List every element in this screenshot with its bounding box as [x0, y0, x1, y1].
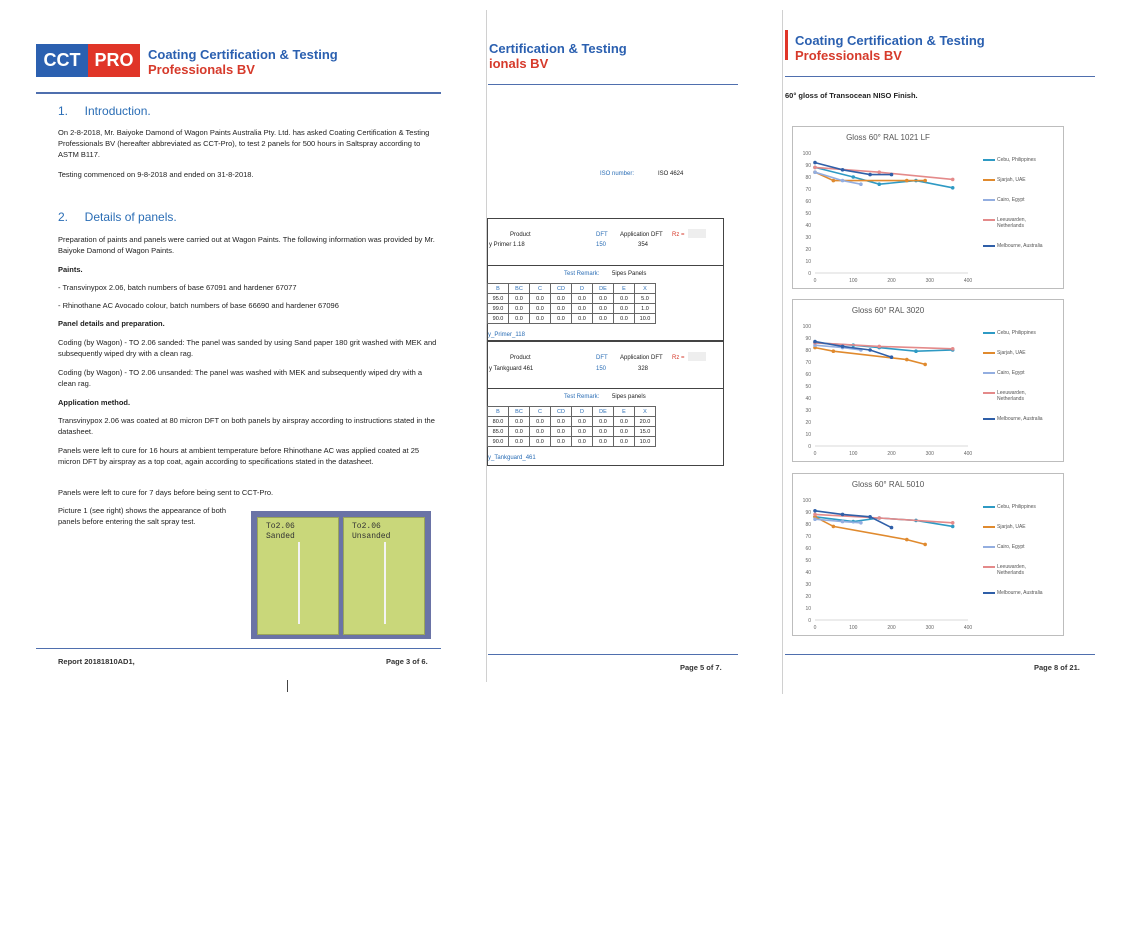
table-header-cell: D — [572, 284, 593, 294]
dft-value: 150 — [596, 366, 607, 372]
legend-entry — [983, 416, 1052, 422]
results-table-1 — [487, 283, 656, 324]
header-company-line2: Professionals BV — [148, 62, 255, 77]
table-cell: 99.0 — [488, 304, 509, 314]
data-point — [841, 520, 845, 524]
application-dft-label: Application DFT — [620, 355, 663, 361]
data-point — [868, 515, 872, 519]
x-tick-label: 300 — [925, 278, 934, 284]
details-paragraph: Preparation of paints and panels were carried out at Wagon Paints. The following information was provided by Mr. Baiyoke Damond of Wagon Paints. — [58, 235, 435, 255]
table-cell: 0.0 — [551, 437, 572, 447]
table-cell: 0.0 — [572, 294, 593, 304]
legend-entry — [983, 157, 1052, 163]
y-tick-label: 30 — [805, 235, 811, 241]
paint-item-1: - Transvinypox 2.06, batch numbers of base 67091 and hardener 67077 — [58, 283, 297, 292]
page5-header-line2: ionals BV — [489, 56, 549, 71]
table-header-cell: D — [572, 407, 593, 417]
panel-unsanded — [343, 517, 425, 635]
table-cell: 0.0 — [572, 314, 593, 324]
legend-entry — [983, 197, 1052, 203]
panel-unsanded-label: To2.06 Unsanded — [352, 522, 391, 541]
table-header-cell: E — [614, 284, 635, 294]
table-cell: 0.0 — [509, 427, 530, 437]
table-cell: 0.0 — [614, 294, 635, 304]
section-details-title: 2. Details of panels. — [58, 210, 177, 224]
table-header-cell: CD — [551, 284, 572, 294]
table-cell: 0.0 — [530, 304, 551, 314]
data-point — [914, 349, 918, 353]
legend-swatch — [983, 592, 995, 594]
legend-label: Melbourne, Australia — [997, 590, 1043, 596]
table-cell: 15.0 — [635, 427, 656, 437]
results-table-2 — [487, 406, 656, 447]
table-cell: 0.0 — [530, 437, 551, 447]
data-point — [813, 509, 817, 513]
data-point — [832, 525, 836, 529]
data-point — [905, 538, 909, 542]
table-cell: 0.0 — [593, 294, 614, 304]
data-point — [832, 179, 836, 183]
table-cell: 0.0 — [509, 294, 530, 304]
paint-item-2: - Rhinothane AC Avocado colour, batch numbers of base 66690 and hardener 67096 — [58, 301, 339, 310]
y-tick-label: 60 — [805, 546, 811, 552]
legend-label: Cairo, Egypt — [997, 544, 1025, 550]
page-divider — [782, 10, 783, 694]
logo-cct: CCT — [36, 44, 88, 77]
legend-label: Sjarjah, UAE — [997, 350, 1026, 356]
panels-photo — [251, 511, 431, 639]
data-point — [951, 186, 955, 190]
footer-report-number: Report 20181810AD1, — [58, 657, 135, 666]
x-tick-label: 200 — [887, 451, 896, 457]
page8-header-rule — [785, 76, 1095, 77]
data-point — [813, 166, 817, 170]
data-point — [923, 363, 927, 367]
data-point — [890, 173, 894, 177]
panel-sanded-label: To2.06 Sanded — [266, 522, 295, 541]
legend-entry — [983, 504, 1052, 510]
y-tick-label: 20 — [805, 247, 811, 253]
table-header-cell: DE — [593, 284, 614, 294]
legend-swatch — [983, 418, 995, 420]
y-tick-label: 90 — [805, 163, 811, 169]
x-tick-label: 400 — [963, 451, 973, 457]
table-cell: 0.0 — [572, 437, 593, 447]
data-point — [813, 513, 817, 517]
table-cell: 0.0 — [593, 304, 614, 314]
table-cell: 0.0 — [572, 417, 593, 427]
table-cell: 10.0 — [635, 437, 656, 447]
data-point — [951, 178, 955, 182]
table-cell: 0.0 — [614, 427, 635, 437]
table-header-cell: CD — [551, 407, 572, 417]
data-point — [813, 170, 817, 174]
legend-label: Cairo, Egypt — [997, 197, 1025, 203]
table-cell: 0.0 — [614, 314, 635, 324]
block1-divider — [487, 265, 723, 266]
paints-heading: Paints. — [58, 265, 83, 274]
legend-entry — [983, 390, 1052, 402]
dft-label: DFT — [596, 355, 608, 361]
table-cell: 10.0 — [635, 314, 656, 324]
footer-page-number: Page 3 of 6. — [386, 657, 428, 666]
y-tick-label: 70 — [805, 360, 811, 366]
dft-value: 150 — [596, 242, 607, 248]
table-header-row — [488, 284, 656, 294]
page8-red-bar — [785, 30, 788, 60]
x-tick-label: 100 — [849, 625, 858, 631]
application-heading: Application method. — [58, 398, 131, 407]
application-dft-value: 354 — [638, 242, 649, 248]
intro-dates: Testing commenced on 9-8-2018 and ended on 31-8-2018. — [58, 170, 254, 179]
table-header-cell: C — [530, 407, 551, 417]
block2-divider — [487, 388, 723, 389]
data-point — [813, 161, 817, 165]
gloss-chart-ral-3020 — [792, 299, 1064, 462]
panel-scribe — [384, 542, 386, 624]
table-row — [488, 304, 656, 314]
legend-swatch — [983, 526, 995, 528]
table-cell: 0.0 — [551, 427, 572, 437]
page8-header-line1: Coating Certification & Testing — [795, 33, 985, 48]
data-point — [877, 170, 881, 174]
table-cell: 0.0 — [551, 294, 572, 304]
gloss-chart-ral-1021 — [792, 126, 1064, 289]
x-tick-label: 400 — [963, 625, 973, 631]
table-row — [488, 427, 656, 437]
legend-swatch — [983, 199, 995, 201]
page8-footer-page-number: Page 8 of 21. — [1034, 663, 1080, 672]
table-cell: 0.0 — [530, 294, 551, 304]
dft-label: DFT — [596, 232, 608, 238]
legend-entry — [983, 564, 1052, 576]
chart-title: Gloss 60° RAL 5010 — [851, 480, 925, 489]
legend-label: Cairo, Egypt — [997, 370, 1025, 376]
data-point — [905, 358, 909, 362]
chart-title: Gloss 60° RAL 1021 LF — [846, 133, 930, 142]
table-cell: 0.0 — [551, 304, 572, 314]
y-tick-label: 10 — [805, 606, 811, 612]
panel-details-heading: Panel details and preparation. — [58, 319, 165, 328]
page5-header-rule — [488, 84, 738, 85]
product-value: y Tankguard 461 — [489, 366, 534, 372]
data-point — [859, 182, 863, 186]
table-cell: 0.0 — [572, 427, 593, 437]
data-point — [841, 168, 845, 172]
x-tick-label: 100 — [849, 451, 858, 457]
product-label: Product — [510, 232, 531, 238]
y-tick-label: 40 — [805, 396, 811, 402]
data-point — [905, 179, 909, 183]
table-cell: 0.0 — [551, 417, 572, 427]
product-value: y Primer 1.18 — [489, 242, 525, 248]
product-label: Product — [510, 355, 531, 361]
legend-swatch — [983, 179, 995, 181]
table-cell: 0.0 — [509, 417, 530, 427]
table-cell: 0.0 — [614, 304, 635, 314]
y-tick-label: 10 — [805, 432, 811, 438]
table-header-cell: E — [614, 407, 635, 417]
legend-swatch — [983, 332, 995, 334]
header-company-line1: Coating Certification & Testing — [148, 47, 338, 62]
table-row — [488, 437, 656, 447]
table-cell: 1.0 — [635, 304, 656, 314]
y-tick-label: 0 — [808, 618, 811, 624]
legend-label: Leeuwarden, Netherlands — [997, 564, 1026, 576]
data-point — [851, 175, 855, 179]
data-point — [951, 525, 955, 529]
table-header-cell: X — [635, 407, 656, 417]
y-tick-label: 90 — [805, 336, 811, 342]
table-link-2[interactable]: y_Tankguard_461 — [488, 455, 536, 461]
data-point — [813, 517, 817, 521]
y-tick-label: 20 — [805, 594, 811, 600]
page8-subtitle: 60° gloss of Transocean NISO Finish. — [785, 91, 918, 100]
table-cell: 0.0 — [614, 417, 635, 427]
chart-legend — [983, 157, 1052, 263]
table-link-1[interactable]: y_Primer_118 — [488, 332, 525, 338]
page5-header-line1: Certification & Testing — [489, 41, 627, 56]
legend-label: Cebu, Philippines — [997, 330, 1036, 336]
data-point — [951, 347, 955, 351]
chart-legend — [983, 504, 1052, 610]
legend-label: Sjarjah, UAE — [997, 177, 1026, 183]
data-point — [877, 182, 881, 186]
test-remark-value: 5ipes Panels — [612, 271, 647, 277]
chart-plot — [793, 127, 983, 288]
table-cell: 90.0 — [488, 314, 509, 324]
legend-entry — [983, 217, 1052, 229]
legend-entry — [983, 177, 1052, 183]
legend-swatch — [983, 352, 995, 354]
x-tick-label: 300 — [925, 625, 934, 631]
data-point — [813, 340, 817, 344]
panel-sanded — [257, 517, 339, 635]
data-point — [868, 348, 872, 352]
table-header-cell: DE — [593, 407, 614, 417]
data-point — [923, 179, 927, 183]
x-tick-label: 300 — [925, 451, 934, 457]
legend-swatch — [983, 506, 995, 508]
panel-scribe — [298, 542, 300, 624]
table-header-row — [488, 407, 656, 417]
y-tick-label: 10 — [805, 259, 811, 265]
legend-entry — [983, 544, 1052, 550]
application-paragraph-1: Transvinypox 2.06 was coated at 80 micron DFT on both panels by airspray according to instructions stated in the datasheet. — [58, 416, 435, 436]
y-tick-label: 40 — [805, 570, 811, 576]
table-cell: 5.0 — [635, 294, 656, 304]
logo-pro: PRO — [88, 44, 140, 77]
chart-legend — [983, 330, 1052, 436]
chart-plot — [793, 474, 983, 635]
application-dft-value: 328 — [638, 366, 649, 372]
iso-value: ISO 4624 — [658, 171, 684, 177]
test-remark-label: Test Remark: — [564, 271, 600, 277]
table-cell: 0.0 — [509, 437, 530, 447]
legend-label: Cebu, Philippines — [997, 504, 1036, 510]
y-tick-label: 70 — [805, 534, 811, 540]
table-header-cell: X — [635, 284, 656, 294]
x-tick-label: 400 — [963, 278, 973, 284]
y-tick-label: 70 — [805, 187, 811, 193]
legend-label: Melbourne, Australia — [997, 416, 1043, 422]
iso-label: ISO number: — [600, 171, 635, 177]
table-cell: 0.0 — [509, 304, 530, 314]
y-tick-label: 50 — [805, 211, 811, 217]
table-cell: 0.0 — [551, 314, 572, 324]
x-tick-label: 200 — [887, 625, 896, 631]
table-cell: 0.0 — [593, 427, 614, 437]
legend-swatch — [983, 372, 995, 374]
data-point — [923, 543, 927, 547]
cct-pro-logo — [36, 44, 140, 77]
application-dft-label: Application DFT — [620, 232, 663, 238]
table-header-cell: BC — [509, 284, 530, 294]
legend-swatch — [983, 546, 995, 548]
table-row — [488, 314, 656, 324]
y-tick-label: 30 — [805, 408, 811, 414]
table-cell: 0.0 — [530, 314, 551, 324]
data-point — [868, 173, 872, 177]
y-tick-label: 60 — [805, 372, 811, 378]
chart-plot — [793, 300, 983, 461]
y-tick-label: 100 — [802, 324, 811, 330]
data-point — [841, 179, 845, 183]
gloss-chart-ral-5010 — [792, 473, 1064, 636]
rz-input-box — [688, 229, 706, 238]
legend-entry — [983, 524, 1052, 530]
text-cursor — [287, 680, 288, 692]
rz-label: Rz = — [672, 232, 685, 238]
legend-label: Leeuwarden, Netherlands — [997, 390, 1026, 402]
legend-label: Cebu, Philippines — [997, 157, 1036, 163]
legend-label: Sjarjah, UAE — [997, 524, 1026, 530]
test-remark-label: Test Remark: — [564, 394, 600, 400]
legend-entry — [983, 590, 1052, 596]
table-cell: 20.0 — [635, 417, 656, 427]
table-cell: 0.0 — [530, 427, 551, 437]
table-row — [488, 294, 656, 304]
table-header-cell: C — [530, 284, 551, 294]
table-header-cell: BC — [509, 407, 530, 417]
intro-paragraph: On 2-8-2018, Mr. Baiyoke Damond of Wagon Paints Australia Pty. Ltd. has asked Coating Certification & Testing Professionals BV (hereafter abbreviated as CCT-Pro), to test 2 panels for 500 hours in Saltspray according to ASTM B117. — [58, 128, 430, 159]
y-tick-label: 80 — [805, 175, 811, 181]
table-cell: 0.0 — [509, 314, 530, 324]
table-cell: 85.0 — [488, 427, 509, 437]
legend-swatch — [983, 245, 995, 247]
x-tick-label: 0 — [813, 278, 817, 284]
table-cell: 0.0 — [614, 437, 635, 447]
data-point — [890, 526, 894, 530]
legend-entry — [983, 330, 1052, 336]
y-tick-label: 100 — [802, 151, 811, 157]
y-tick-label: 20 — [805, 420, 811, 426]
x-tick-label: 0 — [813, 625, 817, 631]
y-tick-label: 90 — [805, 510, 811, 516]
data-point — [890, 355, 894, 359]
table-header-cell: B — [488, 284, 509, 294]
table-cell: 0.0 — [530, 417, 551, 427]
data-point — [877, 345, 881, 349]
data-point — [951, 521, 955, 525]
page8-header-line2: Professionals BV — [795, 48, 902, 63]
page8-footer-rule — [785, 654, 1095, 655]
header-rule — [36, 92, 441, 94]
y-tick-label: 60 — [805, 199, 811, 205]
legend-label: Leeuwarden, Netherlands — [997, 217, 1026, 229]
application-paragraph-3: Panels were left to cure for 7 days before being sent to CCT-Pro. — [58, 488, 274, 497]
table-header-cell: B — [488, 407, 509, 417]
footer-rule — [36, 648, 441, 649]
data-point — [832, 349, 836, 353]
legend-entry — [983, 243, 1052, 249]
x-tick-label: 0 — [813, 451, 817, 457]
picture-caption: Picture 1 (see right) shows the appearance of both panels before entering the salt spray test. — [58, 506, 227, 526]
x-tick-label: 100 — [849, 278, 858, 284]
coding-unsanded: Coding (by Wagon) - TO 2.06 unsanded: The panel was washed with MEK and subsequently wiped dry with a clean rag. — [58, 368, 423, 388]
page5-footer-rule — [488, 654, 738, 655]
x-tick-label: 200 — [887, 278, 896, 284]
y-tick-label: 50 — [805, 384, 811, 390]
table-cell: 0.0 — [572, 304, 593, 314]
page5-footer-page-number: Page 5 of 7. — [680, 663, 722, 672]
table-row — [488, 417, 656, 427]
y-tick-label: 50 — [805, 558, 811, 564]
table-cell: 0.0 — [593, 314, 614, 324]
section-introduction-title: 1. Introduction. — [58, 104, 151, 118]
y-tick-label: 0 — [808, 271, 811, 277]
y-tick-label: 100 — [802, 498, 811, 504]
rz-input-box — [688, 352, 706, 361]
y-tick-label: 0 — [808, 444, 811, 450]
y-tick-label: 30 — [805, 582, 811, 588]
y-tick-label: 40 — [805, 223, 811, 229]
table-cell: 90.0 — [488, 437, 509, 447]
y-tick-label: 80 — [805, 522, 811, 528]
data-point — [841, 513, 845, 517]
data-point — [877, 516, 881, 520]
application-paragraph-2: Panels were left to cure for 16 hours at ambient temperature before Rhinothane AC was applied coated at 25 micron DFT by airspray as a top coat, again according to specifications stated in the datasheet. — [58, 446, 420, 466]
legend-entry — [983, 370, 1052, 376]
coding-sanded: Coding (by Wagon) - TO 2.06 sanded: The panel was sanded by using Sand paper 180 grit washed with MEK and subsequently wiped dry with a clean rag. — [58, 338, 437, 358]
legend-swatch — [983, 566, 995, 568]
legend-label: Melbourne, Australia — [997, 243, 1043, 249]
legend-swatch — [983, 219, 995, 221]
data-point — [841, 345, 845, 349]
legend-swatch — [983, 159, 995, 161]
legend-entry — [983, 350, 1052, 356]
table-cell: 95.0 — [488, 294, 509, 304]
table-cell: 0.0 — [593, 437, 614, 447]
table-cell: 80.0 — [488, 417, 509, 427]
legend-swatch — [983, 392, 995, 394]
data-point — [859, 521, 863, 525]
rz-label: Rz = — [672, 355, 685, 361]
chart-title: Gloss 60° RAL 3020 — [851, 306, 925, 315]
table-cell: 0.0 — [593, 417, 614, 427]
test-remark-value: 5ipes panels — [612, 394, 646, 400]
y-tick-label: 80 — [805, 348, 811, 354]
